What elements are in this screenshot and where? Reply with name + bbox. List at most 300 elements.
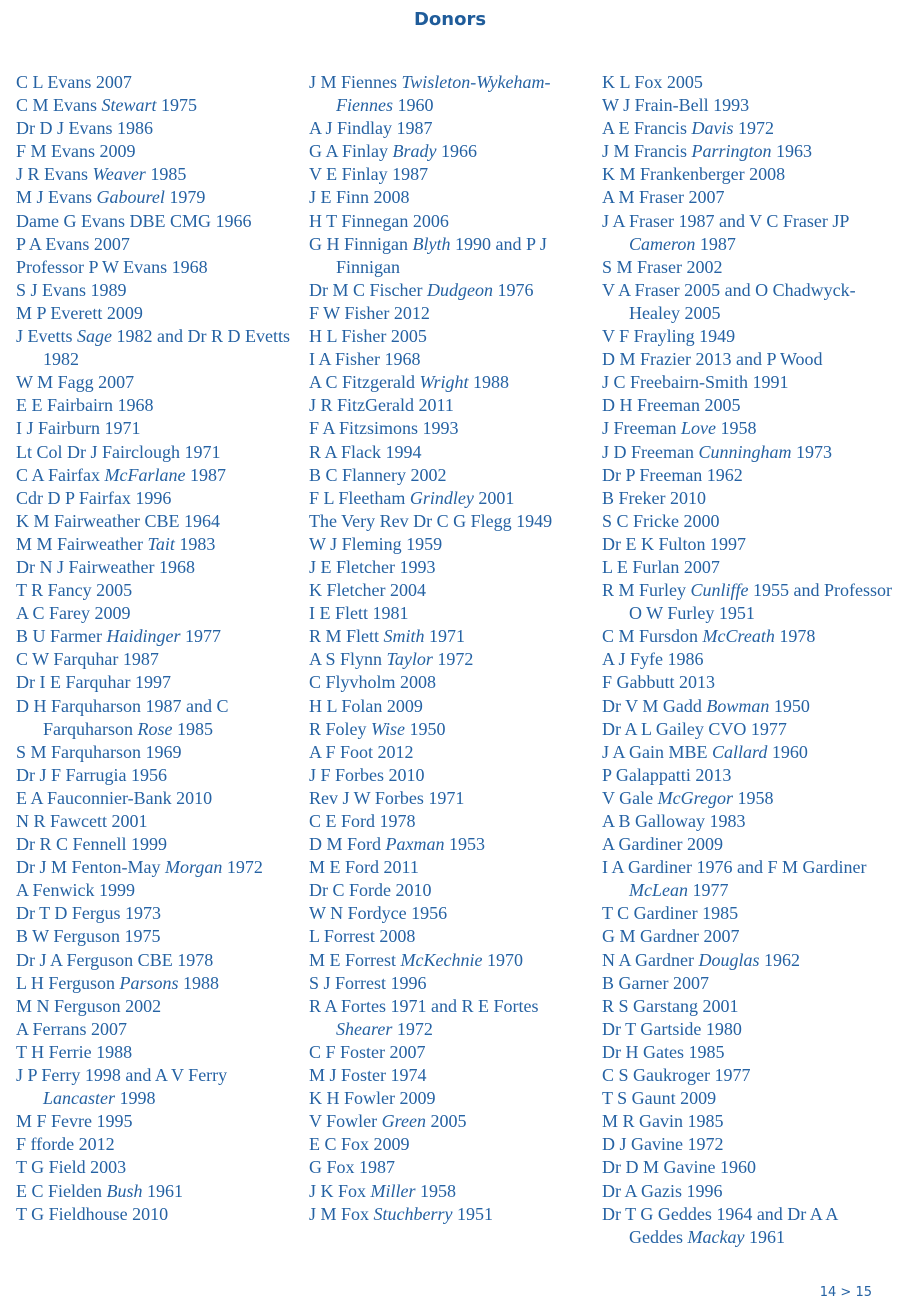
donor-name-part: F M Evans 2009 <box>16 141 136 162</box>
donor-name-part: R M Furley <box>602 580 691 601</box>
donor-entry <box>602 1110 892 1133</box>
donor-name-part: B U Farmer <box>16 626 107 647</box>
donor-name-part: 1972 <box>222 857 263 878</box>
donor-entry <box>602 140 892 163</box>
donor-entry <box>16 1110 301 1133</box>
donor-entry <box>309 902 594 925</box>
donor-name-part: S J Evans 1989 <box>16 279 127 300</box>
donor-name-part: Dr I E Farquhar 1997 <box>16 672 171 693</box>
donor-name-part: J M Fox <box>309 1203 374 1224</box>
donor-entry <box>309 695 594 718</box>
donor-name-part: 1958 <box>415 1180 457 1201</box>
donor-name-part: 1973 <box>791 441 832 462</box>
donor-entry <box>16 302 301 325</box>
donor-entry <box>602 163 892 186</box>
maiden-name: McGregor <box>657 787 733 808</box>
donor-entry <box>16 94 301 117</box>
donor-name-part: 2005 <box>426 1111 467 1132</box>
donor-name-part: J C Freebairn-Smith 1991 <box>602 372 789 393</box>
maiden-name: Wright <box>419 372 469 393</box>
donor-entry <box>16 1041 301 1064</box>
donor-name-part: D M Frazier 2013 and P Wood <box>602 349 823 370</box>
donor-entry <box>602 394 892 417</box>
donor-entry <box>602 117 892 140</box>
donor-name-part: 1966 <box>436 141 478 162</box>
donor-name-part: J D Freeman <box>602 441 699 462</box>
donor-name-part: 1977 <box>180 626 221 647</box>
donor-name-part: B W Ferguson 1975 <box>16 926 161 947</box>
donor-entry <box>309 787 594 810</box>
maiden-name: Stewart <box>101 95 157 116</box>
donor-name-part: A Gardiner 2009 <box>602 834 723 855</box>
donor-name-part: 1990 and P J Finnigan <box>336 233 547 277</box>
donor-name-part: Dr R C Fennell 1999 <box>16 834 167 855</box>
donor-name-part: C L Evans 2007 <box>16 72 132 92</box>
donor-name-part: F fforde 2012 <box>16 1134 115 1155</box>
donor-entry <box>309 579 594 602</box>
donor-entry <box>602 833 892 856</box>
donor-entry <box>602 94 892 117</box>
donor-name-part: 1972 <box>392 1018 433 1039</box>
donor-entry <box>309 949 594 972</box>
maiden-name: Mackay <box>687 1226 745 1247</box>
maiden-name: McFarlane <box>104 464 186 485</box>
donor-entry <box>309 325 594 348</box>
donor-name-part: 1970 <box>482 949 523 970</box>
donor-entry <box>16 210 301 233</box>
donor-name-part: B Garner 2007 <box>602 972 709 993</box>
donor-entry <box>602 718 892 741</box>
donor-entry <box>309 810 594 833</box>
donor-name-part: H T Finnegan 2006 <box>309 210 449 231</box>
maiden-name: Rose <box>137 718 173 739</box>
donor-entry <box>309 671 594 694</box>
donor-entry <box>602 371 892 394</box>
donor-entry <box>309 210 594 233</box>
donor-entry <box>602 671 892 694</box>
donor-name-part: C M Fursdon <box>602 626 703 647</box>
donor-entry <box>16 602 301 625</box>
donor-name-part: 1976 <box>493 279 534 300</box>
donor-entry <box>602 764 892 787</box>
donor-entry <box>309 71 594 117</box>
maiden-name: Brady <box>392 141 437 162</box>
maiden-name: Blyth <box>412 233 451 254</box>
donor-entry <box>309 764 594 787</box>
donor-name-part: W J Frain-Bell 1993 <box>602 95 750 116</box>
donor-name-part: 2001 <box>473 487 515 508</box>
donor-entry <box>16 648 301 671</box>
maiden-name: Miller <box>370 1180 416 1201</box>
donor-name-part: M J Evans <box>16 187 97 208</box>
donor-name-part: Dr P Freeman 1962 <box>602 464 743 485</box>
maiden-name: Grindley <box>409 487 474 508</box>
donor-entry <box>16 787 301 810</box>
donor-name-part: M F Fevre 1995 <box>16 1111 133 1132</box>
donor-name-part: W M Fagg 2007 <box>16 372 135 393</box>
donor-name-part: K L Fox 2005 <box>602 72 703 92</box>
donor-name-part: 1985 <box>172 718 213 739</box>
donor-name-part: 1988 <box>178 972 220 993</box>
donor-name-part: A S Flynn <box>309 649 387 670</box>
maiden-name: Bush <box>106 1180 143 1201</box>
donor-entry <box>309 1133 594 1156</box>
donor-entry <box>16 394 301 417</box>
donor-column-3 <box>602 71 892 1249</box>
donor-name-part: E A Fauconnier-Bank 2010 <box>16 787 213 808</box>
donor-name-part: 1979 <box>164 187 206 208</box>
donor-entry <box>602 741 892 764</box>
donor-name-part: K M Fairweather CBE 1964 <box>16 510 220 531</box>
donor-entry <box>602 1018 892 1041</box>
donor-entry <box>16 163 301 186</box>
maiden-name: Paxman <box>385 834 445 855</box>
donor-name-part: S C Fricke 2000 <box>602 510 720 531</box>
donor-name-part: N A Gardner <box>602 949 699 970</box>
donor-name-part: 1975 <box>156 95 198 116</box>
donor-name-part: F Gabbutt 2013 <box>602 672 716 693</box>
donor-name-part: P A Evans 2007 <box>16 233 130 254</box>
donor-entry <box>309 394 594 417</box>
donor-name-part: Dr E K Fulton 1997 <box>602 533 746 554</box>
donor-entry <box>16 417 301 440</box>
donor-entry <box>309 186 594 209</box>
donor-entry <box>16 441 301 464</box>
maiden-name: Bowman <box>706 695 770 716</box>
maiden-name: Parsons <box>119 972 179 993</box>
donor-entry <box>602 279 892 325</box>
donor-name-part: A J Findlay 1987 <box>309 118 433 139</box>
donor-entry <box>16 972 301 995</box>
donor-name-part: Lt Col Dr J Fairclough 1971 <box>16 441 221 462</box>
donor-entry <box>309 1203 594 1226</box>
maiden-name: Gabourel <box>96 187 165 208</box>
donor-name-part: J Evetts <box>16 326 77 347</box>
donor-name-part: Dr N J Fairweather 1968 <box>16 556 195 577</box>
donor-entry <box>602 256 892 279</box>
donor-name-part: L Forrest 2008 <box>309 926 416 947</box>
donor-entry <box>309 348 594 371</box>
donor-entry <box>602 348 892 371</box>
donor-name-part: C Flyvholm 2008 <box>309 672 437 693</box>
donor-entry <box>602 648 892 671</box>
donor-name-part: 1983 <box>174 533 216 554</box>
donor-name-part: 1977 <box>687 880 729 901</box>
donor-entry <box>602 1087 892 1110</box>
donor-entry <box>309 625 594 648</box>
donor-name-part: G Fox 1987 <box>309 1157 396 1178</box>
donor-name-part: T C Gardiner 1985 <box>602 903 739 924</box>
donor-name-part: Dr V M Gadd <box>602 695 707 716</box>
donor-entry <box>602 186 892 209</box>
donor-name-part: J K Fox <box>309 1180 371 1201</box>
donor-entry <box>16 695 301 741</box>
donor-name-part: Dr C Forde 2010 <box>309 880 432 901</box>
donor-name-part: A J Fyfe 1986 <box>602 649 704 670</box>
donor-entry <box>602 949 892 972</box>
donor-name-part: 1950 <box>769 695 810 716</box>
donor-entry <box>309 417 594 440</box>
donor-name-part: F W Fisher 2012 <box>309 302 430 323</box>
donor-entry <box>16 510 301 533</box>
donor-column-1 <box>16 71 301 1226</box>
donor-name-part: 1960 <box>392 95 434 116</box>
donor-name-part: Dr T Gartside 1980 <box>602 1018 742 1039</box>
donor-entry <box>16 256 301 279</box>
donor-name-part: J Freeman <box>602 418 681 439</box>
page-title: Donors <box>413 9 487 30</box>
donor-name-part: M P Everett 2009 <box>16 302 143 323</box>
donor-entry <box>16 833 301 856</box>
donor-column-2 <box>309 71 594 1226</box>
donor-entry <box>309 741 594 764</box>
donor-name-part: Dr J A Ferguson CBE 1978 <box>16 949 214 970</box>
donor-entry <box>602 556 892 579</box>
donor-name-part: Dr A Gazis 1996 <box>602 1180 723 1201</box>
donor-name-part: 1998 <box>115 1088 156 1109</box>
donor-name-part: J R Evans <box>16 164 93 185</box>
donor-entry <box>309 879 594 902</box>
donor-name-part: 1972 <box>733 118 774 139</box>
donor-name-part: D H Farquharson 1987 and C Farquharson <box>16 695 229 739</box>
donor-entry <box>602 1133 892 1156</box>
maiden-name: McCreath <box>702 626 775 647</box>
donor-name-part: Dr H Gates 1985 <box>602 1041 725 1062</box>
donor-name-part: F A Fitzsimons 1993 <box>309 418 459 439</box>
donor-name-part: J F Forbes 2010 <box>309 764 425 785</box>
donor-entry <box>602 856 892 902</box>
donor-name-part: 1953 <box>444 834 485 855</box>
donor-entry <box>16 325 301 371</box>
donor-name-part: R S Garstang 2001 <box>602 995 739 1016</box>
donor-entry <box>602 625 892 648</box>
donor-entry <box>309 602 594 625</box>
maiden-name: Shearer <box>336 1018 393 1039</box>
donor-entry <box>16 741 301 764</box>
donor-name-part: A M Fraser 2007 <box>602 187 725 208</box>
donor-entry <box>16 1180 301 1203</box>
donor-entry <box>309 995 594 1041</box>
donor-name-part: N R Fawcett 2001 <box>16 811 148 831</box>
donor-name-part: D M Ford <box>309 834 386 855</box>
maiden-name: Twisleton-Wykeham-Fiennes <box>336 72 551 116</box>
maiden-name: Dudgeon <box>427 279 493 300</box>
donor-name-part: 1988 <box>468 372 510 393</box>
donor-entry <box>309 279 594 302</box>
donor-name-part: The Very Rev Dr C G Flegg 1949 <box>309 510 553 531</box>
donor-name-part: Dr D J Evans 1986 <box>16 118 153 139</box>
maiden-name: McKechnie <box>400 949 483 970</box>
donor-name-part: S M Farquharson 1969 <box>16 741 182 762</box>
donor-entry <box>602 995 892 1018</box>
donor-name-part: 1963 <box>771 141 813 162</box>
donor-name-part: 1972 <box>432 649 474 670</box>
donor-name-part: Dr T D Fergus 1973 <box>16 903 162 924</box>
donor-name-part: V A Fraser 2005 and O Chadwyck-Healey 2005 <box>602 279 856 323</box>
donor-entry <box>16 1133 301 1156</box>
donor-entry <box>309 510 594 533</box>
donor-name-part: I A Gardiner 1976 and F M Gardiner <box>602 857 867 878</box>
donor-name-part: V F Frayling 1949 <box>602 326 736 347</box>
maiden-name: Wise <box>371 718 406 739</box>
donor-entry <box>602 71 892 94</box>
donor-name-part: A E Francis <box>602 118 692 139</box>
donor-entry <box>16 371 301 394</box>
donor-name-part: 1958 <box>715 418 757 439</box>
donor-entry <box>309 972 594 995</box>
donor-name-part: Dr A L Gailey CVO 1977 <box>602 718 787 739</box>
donor-entry <box>16 71 301 94</box>
donor-entry <box>16 1064 301 1110</box>
maiden-name: Lancaster <box>43 1088 115 1109</box>
donor-name-part: D H Freeman 2005 <box>602 395 741 416</box>
donor-entry <box>602 1041 892 1064</box>
donor-name-part: B Freker 2010 <box>602 487 706 508</box>
donor-entry <box>16 1018 301 1041</box>
donor-name-part: 1961 <box>744 1226 785 1247</box>
maiden-name: Tait <box>147 533 175 554</box>
donor-entry <box>16 764 301 787</box>
donor-entry <box>602 579 892 625</box>
donor-entry <box>16 625 301 648</box>
donor-name-part: S J Forrest 1996 <box>309 972 427 993</box>
donor-name-part: C E Ford 1978 <box>309 811 416 831</box>
maiden-name: Cameron <box>629 233 696 254</box>
donor-entry <box>602 1156 892 1179</box>
donor-name-part: T G Fieldhouse 2010 <box>16 1203 169 1224</box>
donor-name-part: K M Frankenberger 2008 <box>602 164 786 185</box>
donor-name-part: J A Fraser 1987 and V C Fraser JP <box>602 210 849 231</box>
donor-name-part: I E Flett 1981 <box>309 603 409 624</box>
donor-name-part: 1982 and Dr R D Evetts 1982 <box>43 326 290 370</box>
page-number: 14 > 15 <box>819 1285 872 1300</box>
donor-entry <box>602 810 892 833</box>
maiden-name: Smith <box>383 626 425 647</box>
donor-name-part: A Ferrans 2007 <box>16 1018 127 1039</box>
donor-name-part: M N Ferguson 2002 <box>16 995 162 1016</box>
donor-name-part: I J Fairburn 1971 <box>16 418 141 439</box>
donor-name-part: J P Ferry 1998 and A V Ferry <box>16 1065 228 1086</box>
donor-entry <box>602 787 892 810</box>
donor-entry <box>309 487 594 510</box>
donor-entry <box>309 302 594 325</box>
donor-entry <box>309 233 594 279</box>
maiden-name: Haidinger <box>106 626 181 647</box>
donor-name-part: J E Finn 2008 <box>309 187 410 208</box>
maiden-name: Love <box>680 418 716 439</box>
donor-entry <box>16 533 301 556</box>
donor-name-part: M J Foster 1974 <box>309 1065 427 1086</box>
maiden-name: Davis <box>691 118 734 139</box>
donor-name-part: 1985 <box>145 164 187 185</box>
donor-name-part: 1951 <box>452 1203 494 1224</box>
donor-entry <box>309 163 594 186</box>
donor-entry <box>309 648 594 671</box>
maiden-name: McLean <box>629 880 688 901</box>
donor-entry <box>16 279 301 302</box>
donor-entry <box>309 833 594 856</box>
donor-entry <box>16 487 301 510</box>
donor-entry <box>309 464 594 487</box>
donor-entry <box>602 417 892 440</box>
donor-name-part: T G Field 2003 <box>16 1157 127 1178</box>
donor-entry <box>602 695 892 718</box>
donor-name-part: 1955 and Professor O W Furley 1951 <box>629 580 892 624</box>
donor-entry <box>309 1110 594 1133</box>
maiden-name: Weaver <box>92 164 146 185</box>
donor-name-part: Cdr D P Fairfax 1996 <box>16 487 172 508</box>
donor-name-part: 1961 <box>142 1180 183 1201</box>
donor-entry <box>16 1156 301 1179</box>
donor-entry <box>309 856 594 879</box>
donor-name-part: B C Flannery 2002 <box>309 464 447 485</box>
donor-name-part: T H Ferrie 1988 <box>16 1041 133 1062</box>
donor-entry <box>16 949 301 972</box>
donor-name-part: 1958 <box>732 787 774 808</box>
donor-entry <box>309 533 594 556</box>
donor-name-part: G H Finnigan <box>309 233 413 254</box>
donor-name-part: P Galappatti 2013 <box>602 764 732 785</box>
donor-name-part: Dr J F Farrugia 1956 <box>16 764 167 785</box>
donor-name-part: R M Flett <box>309 626 384 647</box>
donor-name-part: G A Finlay <box>309 141 393 162</box>
donor-name-part: 1960 <box>767 741 808 762</box>
maiden-name: Sage <box>77 326 112 347</box>
donor-name-part: C W Farquhar 1987 <box>16 649 159 670</box>
donor-entry <box>16 856 301 879</box>
donor-name-part: A B Galloway 1983 <box>602 811 746 831</box>
donor-name-part: T S Gaunt 2009 <box>602 1088 717 1109</box>
donor-entry <box>309 1064 594 1087</box>
donor-name-part: Dr D M Gavine 1960 <box>602 1157 756 1178</box>
donor-entry <box>16 671 301 694</box>
donor-entry <box>16 925 301 948</box>
donor-name-part: H L Folan 2009 <box>309 695 423 716</box>
donor-entry <box>309 140 594 163</box>
donor-entry <box>602 325 892 348</box>
donor-name-part: C F Foster 2007 <box>309 1041 426 1062</box>
donor-name-part: E C Fielden <box>16 1180 107 1201</box>
donor-entry <box>309 371 594 394</box>
donor-entry <box>602 533 892 556</box>
donor-name-part: 1950 <box>405 718 446 739</box>
donor-name-part: Dame G Evans DBE CMG 1966 <box>16 210 252 231</box>
donor-name-part: M M Fairweather <box>16 533 148 554</box>
maiden-name: Parrington <box>691 141 772 162</box>
donor-entry <box>309 1041 594 1064</box>
donor-entry <box>602 902 892 925</box>
donor-name-part: S M Fraser 2002 <box>602 256 723 277</box>
maiden-name: Cunliffe <box>690 580 749 601</box>
donor-name-part: M E Forrest <box>309 949 401 970</box>
maiden-name: Morgan <box>165 857 223 878</box>
donor-entry <box>309 718 594 741</box>
maiden-name: Douglas <box>698 949 760 970</box>
donor-entry <box>16 186 301 209</box>
donor-name-part: Dr J M Fenton-May <box>16 857 165 878</box>
donor-name-part: D J Gavine 1972 <box>602 1134 724 1155</box>
donor-name-part: Rev J W Forbes 1971 <box>309 787 465 808</box>
donor-entry <box>16 879 301 902</box>
donor-entry <box>16 995 301 1018</box>
donor-entry <box>602 487 892 510</box>
donor-entry <box>602 1064 892 1087</box>
donor-entry <box>16 464 301 487</box>
donor-name-part: W N Fordyce 1956 <box>309 903 448 924</box>
donor-name-part: Professor P W Evans 1968 <box>16 256 208 277</box>
donor-name-part: J M Fiennes <box>309 72 402 92</box>
donor-entry <box>16 556 301 579</box>
